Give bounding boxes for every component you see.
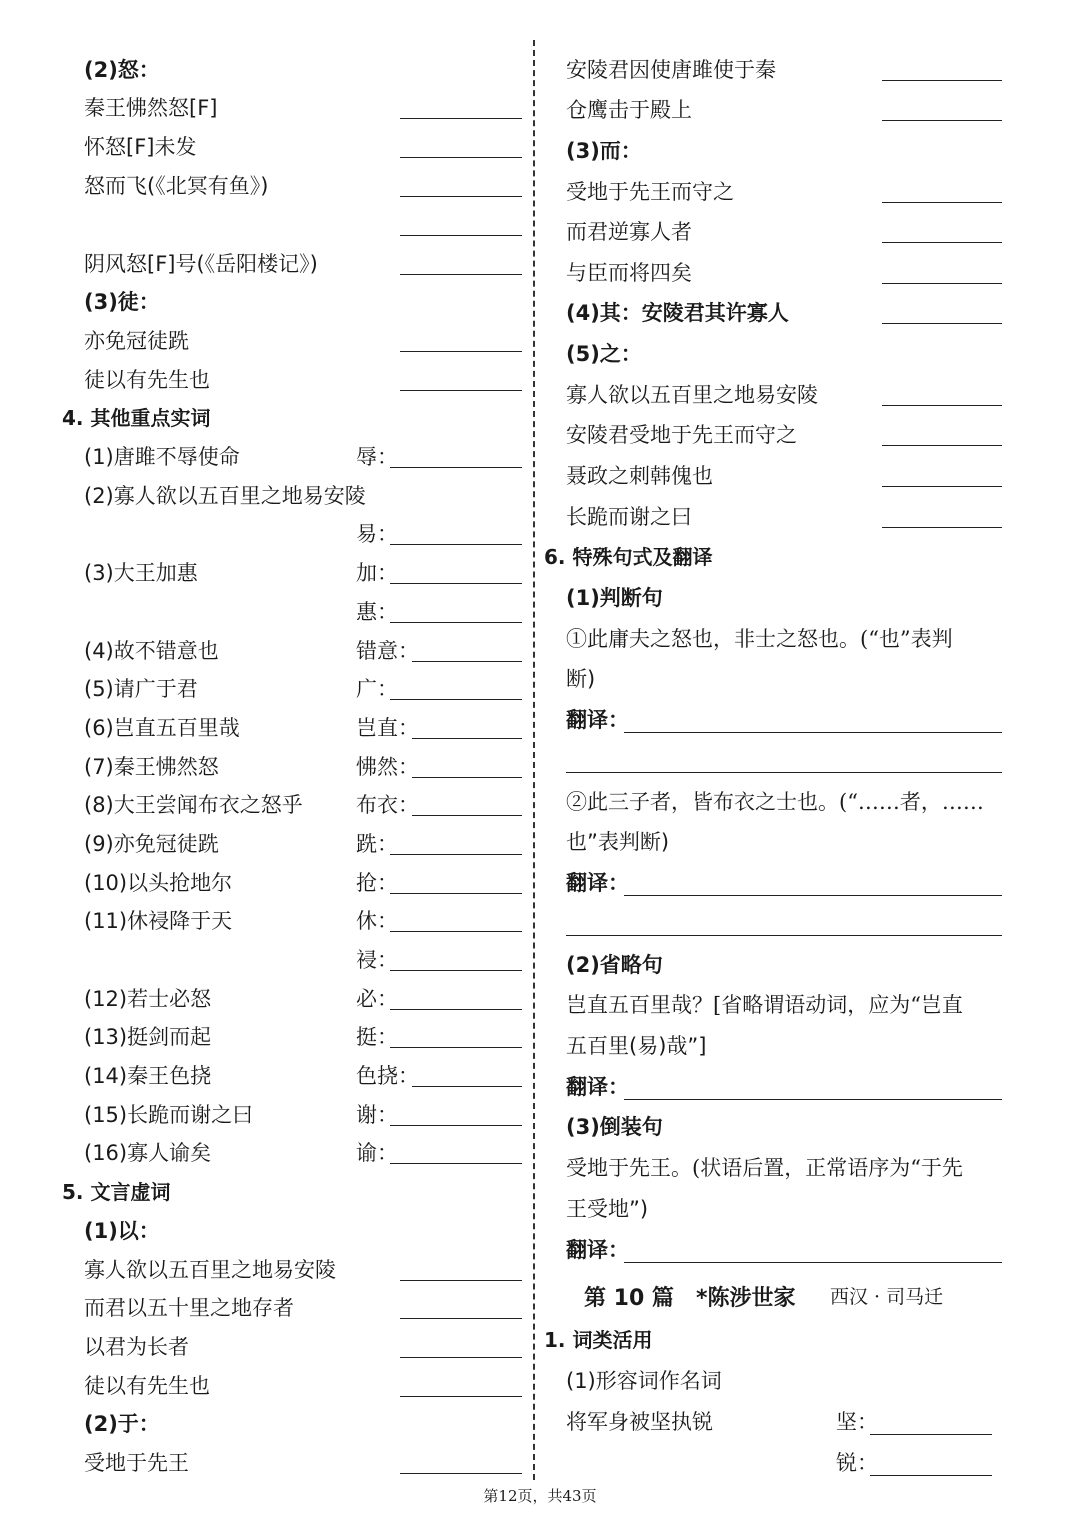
- term-label: 加：: [356, 561, 398, 585]
- term-label: 抢：: [356, 871, 398, 895]
- answer-blank[interactable]: [870, 1475, 992, 1476]
- subheading-daozhuang: (3)倒装句: [566, 1115, 663, 1139]
- list-item: 徒以有先生也: [84, 1374, 210, 1398]
- list-item: 而君逆寡人者: [566, 220, 692, 244]
- list-item: (9)亦免冠徒跣: [84, 832, 219, 856]
- term-label: 休：: [356, 909, 398, 933]
- subheading-qi: (4)其：安陵君其许寡人: [566, 301, 789, 325]
- chapter-author: 西汉 · 司马迁: [830, 1286, 944, 1308]
- list-item: 徒以有先生也: [84, 368, 210, 392]
- list-item: 安陵君因使唐雎使于秦: [566, 58, 776, 82]
- list-item: (8)大王尝闻布衣之怒乎: [84, 793, 303, 817]
- example-sentence: ①此庸夫之怒也，非士之怒也。(“也”表判: [566, 627, 953, 651]
- answer-blank[interactable]: [400, 1473, 522, 1474]
- answer-blank[interactable]: [390, 1009, 522, 1010]
- list-item: (14)秦王色挠: [84, 1064, 212, 1088]
- answer-blank[interactable]: [882, 323, 1002, 324]
- list-item: (10)以头抢地尔: [84, 871, 233, 895]
- answer-blank[interactable]: [390, 583, 522, 584]
- list-item: 长跪而谢之曰: [566, 505, 692, 529]
- subheading-er: (3)而：: [566, 139, 642, 163]
- answer-blank[interactable]: [400, 1357, 522, 1358]
- answer-blank[interactable]: [882, 527, 1002, 528]
- page-footer: 第12页，共43页: [483, 1487, 597, 1505]
- example-sentence-cont: 五百里(易)哉”]: [566, 1034, 707, 1058]
- term-label: 色挠：: [356, 1064, 419, 1088]
- answer-blank[interactable]: [400, 196, 522, 197]
- answer-blank[interactable]: [882, 120, 1002, 121]
- term-label: 惠：: [356, 600, 398, 624]
- list-item: (16)寡人谕矣: [84, 1141, 212, 1165]
- list-item: 仓鹰击于殿上: [566, 98, 692, 122]
- term-label: 布衣：: [356, 793, 419, 817]
- list-item: 寡人欲以五百里之地易安陵: [566, 383, 818, 407]
- answer-blank[interactable]: [390, 622, 522, 623]
- list-item: (3)大王加惠: [84, 561, 198, 585]
- chapter-number: 第 10 篇: [584, 1286, 674, 1311]
- example-sentence: 岂直五百里哉？[省略谓语动词，应为“岂直: [566, 993, 963, 1017]
- subheading-panduan: (1)判断句: [566, 586, 663, 610]
- list-item: (12)若士必怒: [84, 987, 212, 1011]
- answer-blank[interactable]: [400, 1396, 522, 1397]
- list-item: 受地于先王而守之: [566, 180, 734, 204]
- list-item: 阴风怒[F]号(《岳阳楼记》): [84, 252, 318, 276]
- list-item: (2)寡人欲以五百里之地易安陵: [84, 484, 366, 508]
- term-label: 挺：: [356, 1025, 398, 1049]
- translation-blank[interactable]: [566, 935, 1002, 936]
- subheading-zhi: (5)之：: [566, 342, 642, 366]
- section-heading-5: 5. 文言虚词: [62, 1180, 171, 1204]
- term-label: 辱：: [356, 445, 398, 469]
- answer-blank[interactable]: [400, 274, 522, 275]
- answer-blank[interactable]: [390, 970, 522, 971]
- example-sentence-cont: 王受地”): [566, 1197, 649, 1221]
- translation-blank[interactable]: [624, 895, 1002, 896]
- list-item: (13)挺剑而起: [84, 1025, 212, 1049]
- answer-blank[interactable]: [390, 1163, 522, 1164]
- subheading-nu: (2)怒：: [84, 58, 160, 82]
- answer-blank[interactable]: [400, 1318, 522, 1319]
- example-sentence-cont: 断): [566, 667, 596, 691]
- answer-blank[interactable]: [882, 242, 1002, 243]
- list-item: (11)休祲降于天: [84, 909, 233, 933]
- answer-blank[interactable]: [412, 738, 522, 739]
- list-item: 以君为长者: [84, 1335, 189, 1359]
- answer-blank[interactable]: [390, 1047, 522, 1048]
- list-item: (1)唐雎不辱使命: [84, 445, 240, 469]
- answer-blank[interactable]: [412, 815, 522, 816]
- section-heading-c1: 1. 词类活用: [544, 1328, 653, 1352]
- answer-blank[interactable]: [390, 1125, 522, 1126]
- list-item: 聂政之刺韩傀也: [566, 464, 713, 488]
- subheading-adj-noun: (1)形容词作名词: [566, 1369, 722, 1393]
- list-item: 与臣而将四矣: [566, 261, 692, 285]
- subheading-yu: (2)于：: [84, 1412, 160, 1436]
- term-label: 错意：: [356, 639, 419, 663]
- translation-blank[interactable]: [624, 732, 1002, 733]
- answer-blank[interactable]: [400, 351, 522, 352]
- term-label: 怫然：: [356, 755, 419, 779]
- list-item: (4)故不错意也: [84, 639, 219, 663]
- term-label: 广：: [356, 677, 398, 701]
- list-item: (5)请广于君: [84, 677, 198, 701]
- answer-blank[interactable]: [400, 157, 522, 158]
- answer-blank[interactable]: [390, 854, 522, 855]
- list-item: 亦免冠徒跣: [84, 329, 189, 353]
- list-item: (6)岂直五百里哉: [84, 716, 240, 740]
- list-item: 寡人欲以五百里之地易安陵: [84, 1258, 336, 1282]
- term-label: 祲：: [356, 948, 398, 972]
- term-label: 谕：: [356, 1141, 398, 1165]
- answer-blank[interactable]: [400, 118, 522, 119]
- example-sentence: 受地于先王。(状语后置，正常语序为“于先: [566, 1156, 963, 1180]
- answer-blank[interactable]: [412, 661, 522, 662]
- list-item: 安陵君受地于先王而守之: [566, 423, 797, 447]
- list-item: (7)秦王怫然怒: [84, 755, 219, 779]
- subheading-shenglue: (2)省略句: [566, 953, 663, 977]
- list-item: 怒而飞(《北冥有鱼》): [84, 174, 269, 198]
- subheading-tu: (3)徒：: [84, 290, 160, 314]
- answer-blank[interactable]: [882, 202, 1002, 203]
- translate-label: 翻译：: [566, 708, 629, 732]
- translate-label: 翻译：: [566, 1075, 629, 1099]
- chapter-title: *陈涉世家: [696, 1286, 796, 1311]
- list-item: (15)长跪而谢之曰: [84, 1103, 254, 1127]
- term-label: 易：: [356, 522, 398, 546]
- translate-label: 翻译：: [566, 1238, 629, 1262]
- example-sentence-cont: 也”表判断): [566, 830, 670, 854]
- answer-blank[interactable]: [400, 1280, 522, 1281]
- answer-blank[interactable]: [390, 544, 522, 545]
- answer-blank[interactable]: [390, 931, 522, 932]
- answer-blank[interactable]: [882, 283, 1002, 284]
- list-item: 而君以五十里之地存者: [84, 1296, 294, 1320]
- answer-blank[interactable]: [412, 777, 522, 778]
- answer-blank[interactable]: [390, 893, 522, 894]
- list-item: 将军身被坚执锐: [566, 1410, 713, 1434]
- answer-blank[interactable]: [870, 1434, 992, 1435]
- translation-blank[interactable]: [624, 1099, 1002, 1100]
- translation-blank[interactable]: [624, 1262, 1002, 1263]
- answer-blank[interactable]: [882, 445, 1002, 446]
- term-label: 坚：: [836, 1410, 878, 1434]
- answer-blank[interactable]: [400, 235, 522, 236]
- answer-blank[interactable]: [882, 405, 1002, 406]
- list-item: 怀怒[F]未发: [84, 135, 197, 159]
- term-label: 跣：: [356, 832, 398, 856]
- list-item: 受地于先王: [84, 1451, 189, 1475]
- section-heading-4: 4. 其他重点实词: [62, 406, 211, 430]
- list-item: 秦王怫然怒[F]: [84, 96, 218, 120]
- answer-blank[interactable]: [390, 699, 522, 700]
- term-label: 谢：: [356, 1103, 398, 1127]
- answer-blank[interactable]: [412, 1086, 522, 1087]
- answer-blank[interactable]: [882, 486, 1002, 487]
- translate-label: 翻译：: [566, 871, 629, 895]
- answer-blank[interactable]: [882, 80, 1002, 81]
- subheading-yi: (1)以：: [84, 1219, 160, 1243]
- column-divider: [533, 40, 535, 1480]
- term-label: 必：: [356, 987, 398, 1011]
- answer-blank[interactable]: [400, 390, 522, 391]
- term-label: 锐：: [836, 1451, 878, 1475]
- answer-blank[interactable]: [390, 467, 522, 468]
- example-sentence: ②此三子者，皆布衣之士也。(“……者，……: [566, 790, 984, 814]
- term-label: 岂直：: [356, 716, 419, 740]
- translation-blank[interactable]: [566, 772, 1002, 773]
- section-heading-6: 6. 特殊句式及翻译: [544, 545, 713, 569]
